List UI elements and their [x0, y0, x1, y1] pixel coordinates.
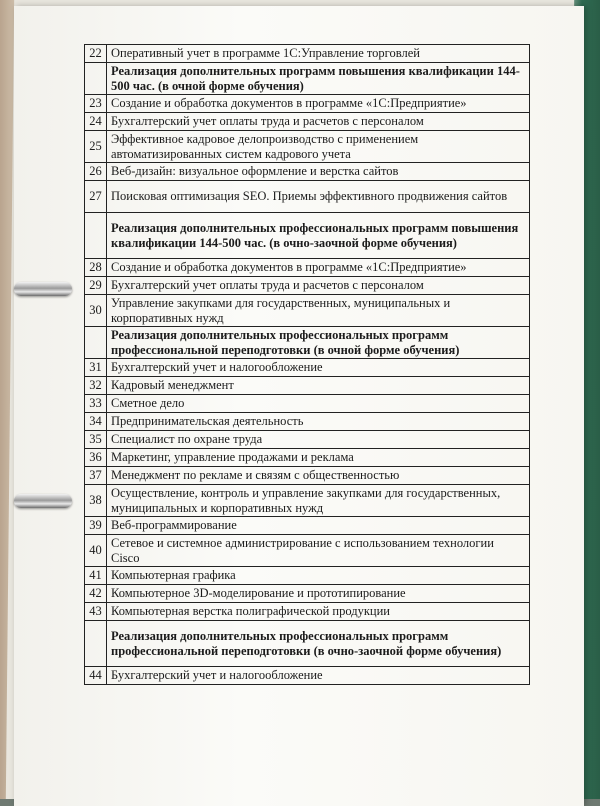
- program-name: Предпринимательская деятельность: [107, 413, 530, 431]
- program-name: Сметное дело: [107, 395, 530, 413]
- program-name: Компьютерная верстка полиграфической продукции: [107, 603, 530, 621]
- program-name: Создание и обработка документов в программе «1С:Предприятие»: [107, 259, 530, 277]
- table-row: [85, 95, 530, 113]
- program-name: Создание и обработка документов в программе «1С:Предприятие»: [107, 95, 530, 113]
- row-number: 27: [85, 181, 107, 213]
- table-row: [85, 181, 530, 213]
- table-row: [85, 45, 530, 63]
- program-name: Веб-дизайн: визуальное оформление и верстка сайтов: [107, 163, 530, 181]
- row-number: 31: [85, 359, 107, 377]
- table-row: [85, 667, 530, 685]
- program-name: Бухгалтерский учет оплаты труда и расчетов с персоналом: [107, 113, 530, 131]
- program-name: Эффективное кадровое делопроизводство с применением автоматизированных систем кадрового учета: [107, 131, 530, 163]
- section-heading-text: Реализация дополнительных профессиональных программ профессиональной переподготовки (в очно-заочной форме обучения): [107, 621, 530, 667]
- program-name: Кадровый менеджмент: [107, 377, 530, 395]
- table-row: [85, 535, 530, 567]
- binder-ring-lower: [14, 494, 72, 508]
- table-row: [85, 295, 530, 327]
- row-number: 26: [85, 163, 107, 181]
- row-number: 35: [85, 431, 107, 449]
- row-number: 37: [85, 467, 107, 485]
- row-number: 38: [85, 485, 107, 517]
- row-number: [85, 63, 107, 95]
- program-name: Компьютерная графика: [107, 567, 530, 585]
- program-name: Бухгалтерский учет оплаты труда и расчетов с персоналом: [107, 277, 530, 295]
- table-row: [85, 603, 530, 621]
- programs-table: [84, 44, 530, 685]
- row-number: 24: [85, 113, 107, 131]
- table-row: [85, 517, 530, 535]
- binder-ring-upper: [14, 282, 72, 296]
- row-number: 30: [85, 295, 107, 327]
- table-row: [85, 585, 530, 603]
- row-number: 22: [85, 45, 107, 63]
- table-row: [85, 467, 530, 485]
- program-name: Маркетинг, управление продажами и реклама: [107, 449, 530, 467]
- table-row: [85, 359, 530, 377]
- section-heading-row: [85, 621, 530, 667]
- row-number: 41: [85, 567, 107, 585]
- program-name: Веб-программирование: [107, 517, 530, 535]
- table-row: [85, 449, 530, 467]
- program-name: Оперативный учет в программе 1С:Управление торговлей: [107, 45, 530, 63]
- program-name: Бухгалтерский учет и налогообложение: [107, 359, 530, 377]
- section-heading-row: [85, 327, 530, 359]
- table-row: [85, 395, 530, 413]
- table-row: [85, 277, 530, 295]
- row-number: 42: [85, 585, 107, 603]
- table-row: [85, 377, 530, 395]
- document-page: [14, 6, 584, 806]
- row-number: [85, 327, 107, 359]
- programs-table-body: [85, 45, 530, 685]
- row-number: 33: [85, 395, 107, 413]
- row-number: 43: [85, 603, 107, 621]
- program-name: Сетевое и системное администрирование с использованием технологии Cisco: [107, 535, 530, 567]
- row-number: 25: [85, 131, 107, 163]
- row-number: 36: [85, 449, 107, 467]
- row-number: 34: [85, 413, 107, 431]
- program-name: Специалист по охране труда: [107, 431, 530, 449]
- table-row: [85, 163, 530, 181]
- section-heading-text: Реализация дополнительных профессиональных программ профессиональной переподготовки (в очной форме обучения): [107, 327, 530, 359]
- program-name: Поисковая оптимизация SEO. Приемы эффективного продвижения сайтов: [107, 181, 530, 213]
- row-number: [85, 213, 107, 259]
- section-heading-row: [85, 213, 530, 259]
- row-number: 29: [85, 277, 107, 295]
- section-heading-text: Реализация дополнительных профессиональных программ повышения квалификации 144-500 час. (в очно-заочной форме обучения): [107, 213, 530, 259]
- row-number: 28: [85, 259, 107, 277]
- section-heading-text: Реализация дополнительных программ повышения квалификации 144-500 час. (в очной форме обучения): [107, 63, 530, 95]
- row-number: 23: [85, 95, 107, 113]
- program-name: Компьютерное 3D-моделирование и прототипирование: [107, 585, 530, 603]
- table-row: [85, 567, 530, 585]
- program-name: Бухгалтерский учет и налогообложение: [107, 667, 530, 685]
- row-number: 39: [85, 517, 107, 535]
- table-row: [85, 113, 530, 131]
- program-name: Осуществление, контроль и управление закупками для государственных, муниципальных и корпоративных нужд: [107, 485, 530, 517]
- table-row: [85, 485, 530, 517]
- table-row: [85, 431, 530, 449]
- table-row: [85, 131, 530, 163]
- row-number: 32: [85, 377, 107, 395]
- row-number: 40: [85, 535, 107, 567]
- table-row: [85, 259, 530, 277]
- program-name: Менеджмент по рекламе и связям с общественностью: [107, 467, 530, 485]
- program-name: Управление закупками для государственных, муниципальных и корпоративных нужд: [107, 295, 530, 327]
- row-number: [85, 621, 107, 667]
- section-heading-row: [85, 63, 530, 95]
- table-row: [85, 413, 530, 431]
- row-number: 44: [85, 667, 107, 685]
